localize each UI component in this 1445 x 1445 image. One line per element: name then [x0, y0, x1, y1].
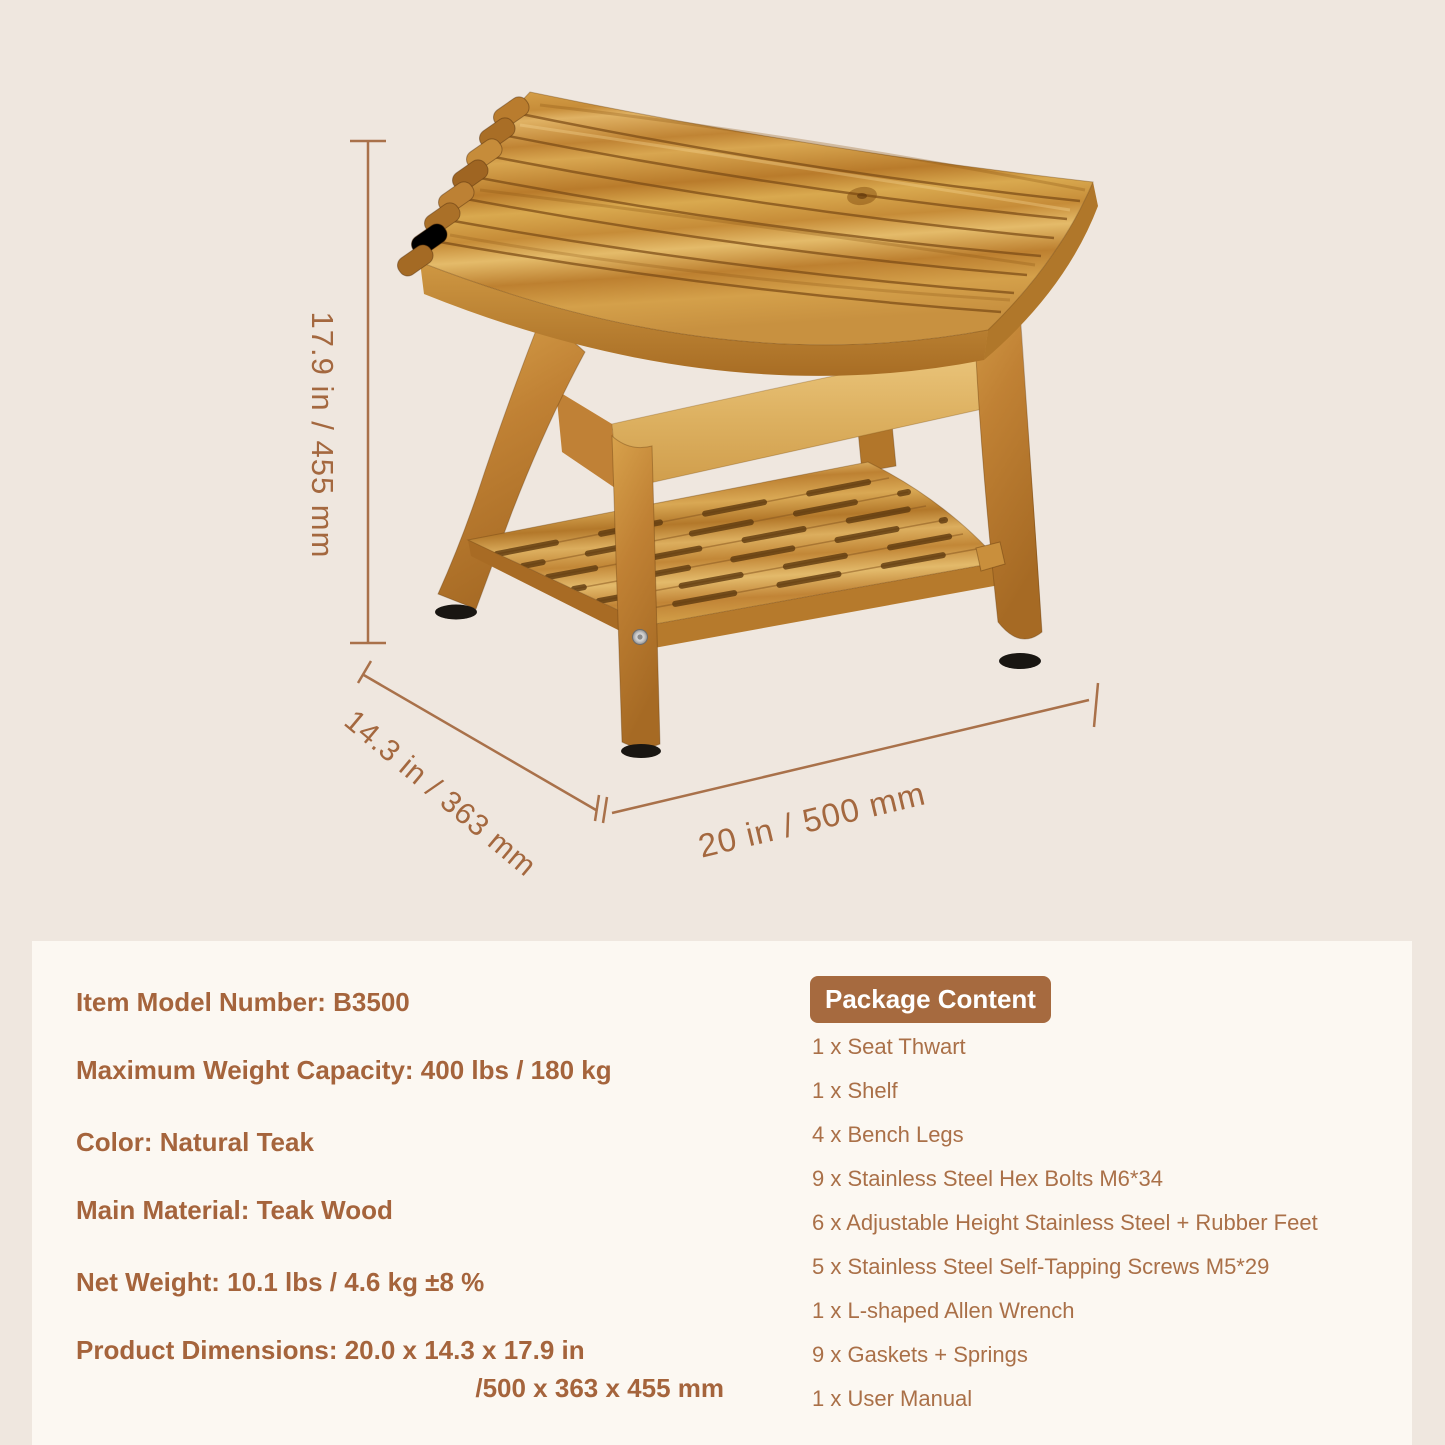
package-item-allen-wrench: 1 x L-shaped Allen Wrench: [812, 1298, 1075, 1323]
spec-material: Main Material: Teak Wood: [76, 1195, 393, 1225]
package-content-header: Package Content: [810, 976, 1051, 1023]
rubber-foot: [621, 744, 661, 758]
package-item-shelf: 1 x Shelf: [812, 1078, 898, 1103]
spec-product-dimensions: Product Dimensions: 20.0 x 14.3 x 17.9 in: [76, 1335, 585, 1365]
bench-seat: [394, 92, 1098, 376]
bench-shelf: [468, 462, 1005, 648]
package-item-hex-bolts: 9 x Stainless Steel Hex Bolts M6*34: [812, 1166, 1163, 1191]
package-item-user-manual: 1 x User Manual: [812, 1386, 973, 1411]
package-content-list: [812, 1025, 1412, 1421]
hex-bolt-icon: [633, 630, 648, 645]
package-item-bench-legs: 4 x Bench Legs: [812, 1122, 964, 1147]
spec-color: Color: Natural Teak: [76, 1127, 314, 1157]
depth-dimension-label: 14.3 in / 363 mm: [337, 704, 543, 884]
spec-product-dimensions-mm: /500 x 363 x 455 mm: [475, 1373, 724, 1403]
width-dimension-label: 20 in / 500 mm: [694, 774, 930, 865]
height-dimension-label: 17.9 in / 455 mm: [305, 311, 340, 559]
package-item-gaskets-springs: 9 x Gaskets + Springs: [812, 1342, 1028, 1367]
spec-model-number: Item Model Number: B3500: [76, 987, 410, 1017]
package-item-seat-thwart: 1 x Seat Thwart: [812, 1034, 966, 1059]
rubber-foot: [999, 653, 1041, 669]
height-dimension-line: [350, 141, 386, 643]
rubber-foot: [435, 605, 477, 620]
package-item-rubber-feet: 6 x Adjustable Height Stainless Steel + Rubber Feet: [812, 1210, 1318, 1235]
bench-front-left-leg: [612, 436, 661, 758]
spec-weight-capacity: Maximum Weight Capacity: 400 lbs / 180 kg: [76, 1055, 612, 1085]
spec-net-weight: Net Weight: 10.1 lbs / 4.6 kg ±8 %: [76, 1267, 485, 1297]
package-item-screws: 5 x Stainless Steel Self-Tapping Screws M5*29: [812, 1254, 1270, 1279]
